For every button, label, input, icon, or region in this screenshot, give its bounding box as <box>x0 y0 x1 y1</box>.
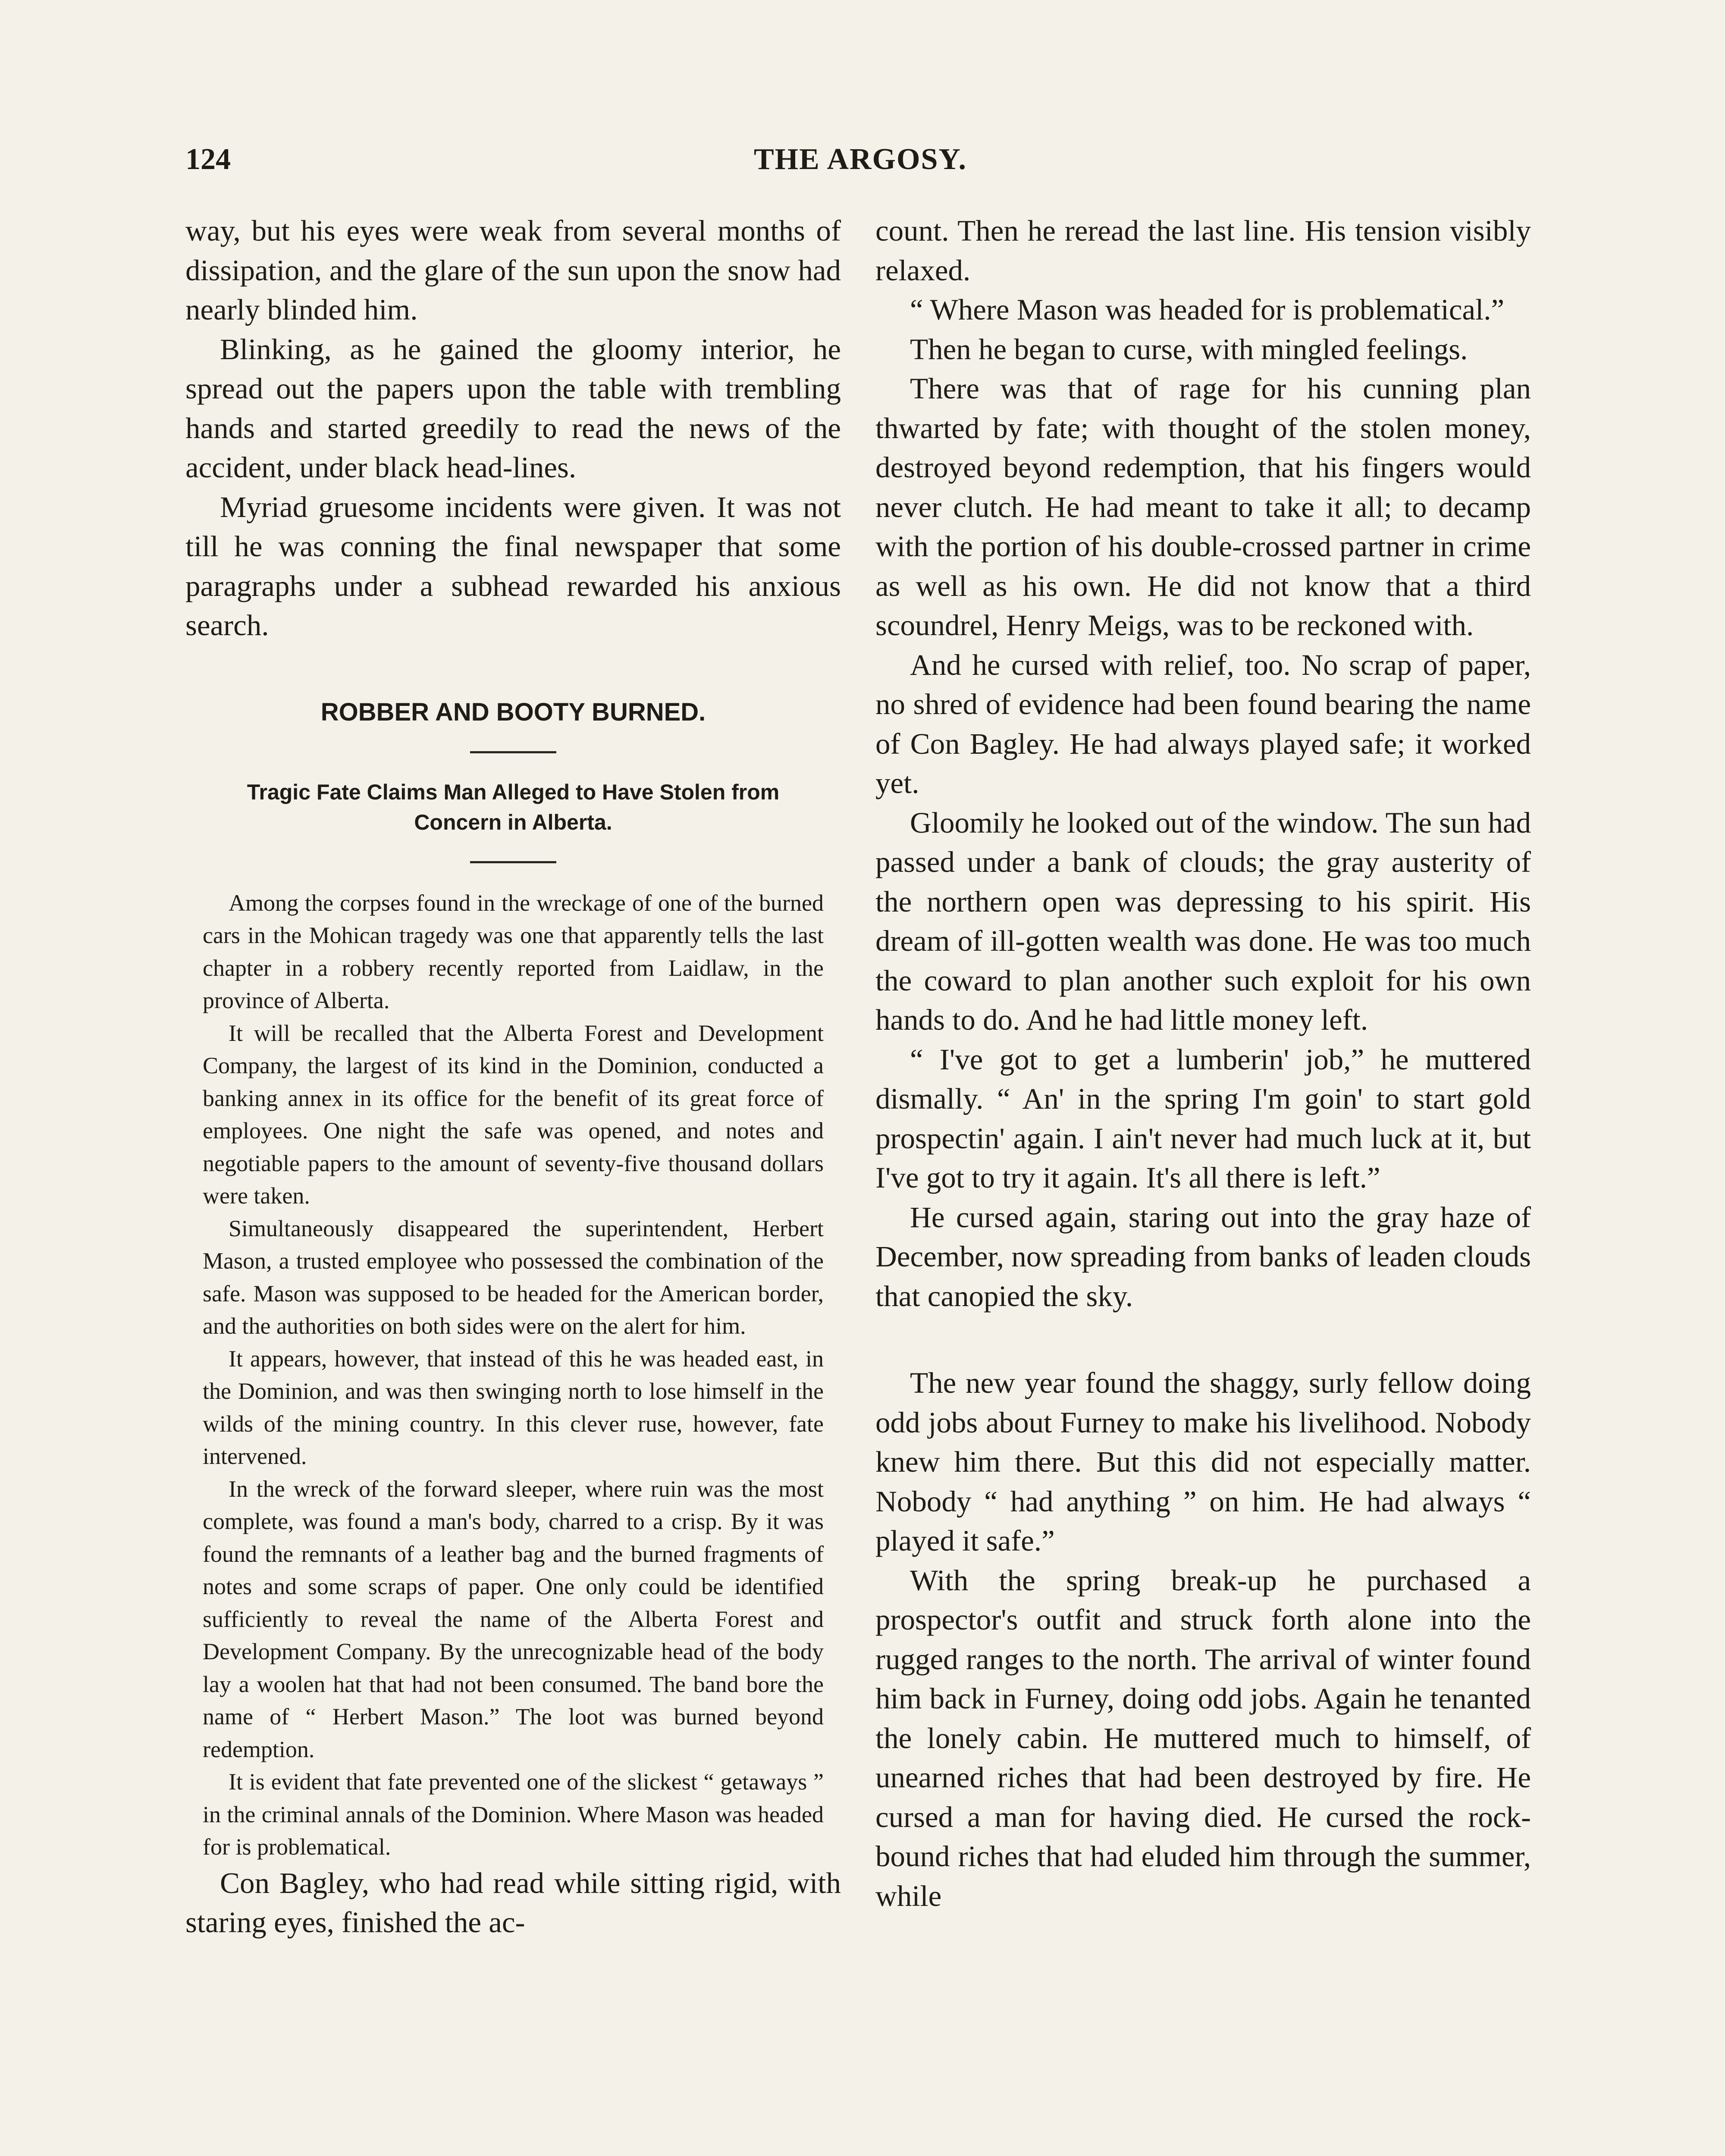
paragraph: Blinking, as he gained the gloomy interior, he spread out the papers upon the table with trembling hands and started greedily to read the news of the accident, under black head-lines. <box>185 332 841 484</box>
paragraph: Myriad gruesome incidents were given. It was not till he was conning the final newspaper that some paragraphs under a subhead rewarded his anxious search. <box>185 490 841 642</box>
clipping-paragraph: Simultaneously disappeared the superintendent, Herbert Mason, a trusted employee who possessed the combination of the safe. Mason was supposed to be headed for the American border, and the authorities on both sides were on the alert for him. <box>203 1215 824 1339</box>
clipping-paragraph: It is evident that fate prevented one of the slickest “ getaways ” in the criminal annals of the Dominion. Where Mason was headed for is problematical. <box>203 1769 824 1860</box>
paragraph: Con Bagley, who had read while sitting rigid, with staring eyes, finished the ac- <box>185 1866 841 1939</box>
news-deck: Tragic Fate Claims Man Alleged to Have Stolen from Concern in Alberta. <box>247 780 780 834</box>
news-subhead: ROBBER AND BOOTY BURNED. <box>320 698 706 726</box>
running-title: THE ARGOSY. <box>753 143 967 176</box>
clipping-paragraph: It appears, however, that instead of this he was headed east, in the Dominion, and was then swinging north to lose himself in the wilds of the mining country. In this clever ruse, however, fate intervened. <box>203 1345 824 1469</box>
paragraph: “ I've got to get a lumberin' job,” he muttered dismally. “ An' in the spring I'm goin' to start gold prospectin' again. I ain't never had much luck at it, but I've got to try it again. It's all there is left.” <box>875 1043 1531 1194</box>
paragraph: Gloomily he looked out of the window. The sun had passed under a bank of clouds; the gray austerity of the northern open was depressing to his spirit. His dream of ill-gotten wealth was done. He was too much the coward to plan another such exploit for his own hands to do. And he had little money left. <box>875 806 1531 1036</box>
paragraph: And he cursed with relief, too. No scrap of paper, no shred of evidence had been found bearing the name of Con Bagley. He had always played safe; it worked yet. <box>875 648 1531 799</box>
page-number: 124 <box>185 143 231 176</box>
paragraph: He cursed again, staring out into the gray haze of December, now spreading from banks of leaden clouds that canopied the sky. <box>875 1200 1531 1313</box>
divider-rule <box>470 751 556 753</box>
paragraph: “ Where Mason was headed for is problematical.” <box>910 293 1505 326</box>
paragraph: The new year found the shaggy, surly fellow doing odd jobs about Furney to make his livelihood. Nobody knew him there. But this did not especially matter. Nobody “ had anything ” on him. He had always “ played it safe.” <box>875 1366 1531 1557</box>
page-header <box>185 142 1535 190</box>
paragraph: There was that of rage for his cunning plan thwarted by fate; with thought of the stolen money, destroyed beyond redemption, that his fingers would never clutch. He had meant to take it all; to decamp with the portion of his double-crossed partner in crime as well as his own. He did not know that a third scoundrel, Henry Meigs, was to be reckoned with. <box>875 372 1531 642</box>
section-break <box>875 1316 1531 1363</box>
news-clipping <box>203 887 824 1864</box>
right-column <box>875 211 1531 1916</box>
clipping-paragraph: Among the corpses found in the wreckage of one of the burned cars in the Mohican tragedy was one that apparently tells the last chapter in a robbery recently reported from Laidlaw, in the province of Alberta. <box>203 890 824 1013</box>
divider-rule <box>470 861 556 863</box>
paragraph: way, but his eyes were weak from several months of dissipation, and the glare of the sun upon the snow had nearly blinded him. <box>185 214 841 326</box>
clipping-paragraph: It will be recalled that the Alberta Forest and Development Company, the largest of its kind in the Dominion, conducted a banking annex in its office for the benefit of its great force of employees. One night the safe was opened, and notes and negotiable papers to the amount of seventy-five thousand dollars were taken. <box>203 1020 824 1209</box>
left-column <box>185 211 841 1943</box>
paragraph: count. Then he reread the last line. His tension visibly relaxed. <box>875 214 1531 287</box>
paragraph: With the spring break-up he purchased a prospector's outfit and struck forth alone into the rugged ranges to the north. The arrival of winter found him back in Furney, doing odd jobs. Again he tenanted the lonely cabin. He muttered much to himself, of unearned riches that had been destroyed by fire. He cursed a man for having died. He cursed the rock-bound riches that had eluded him through the summer, while <box>875 1564 1531 1912</box>
clipping-paragraph: In the wreck of the forward sleeper, where ruin was the most complete, was found a man's body, charred to a crisp. By it was found the remnants of a leather bag and the burned fragments of notes and some scraps of paper. One only could be identified sufficiently to reveal the name of the Alberta Forest and Development Company. By the unrecognizable head of the body lay a woolen hat that had not been consumed. The band bore the name of “ Herbert Mason.” The loot was burned beyond redemption. <box>203 1476 824 1762</box>
paragraph: Then he began to curse, with mingled feelings. <box>910 332 1468 366</box>
